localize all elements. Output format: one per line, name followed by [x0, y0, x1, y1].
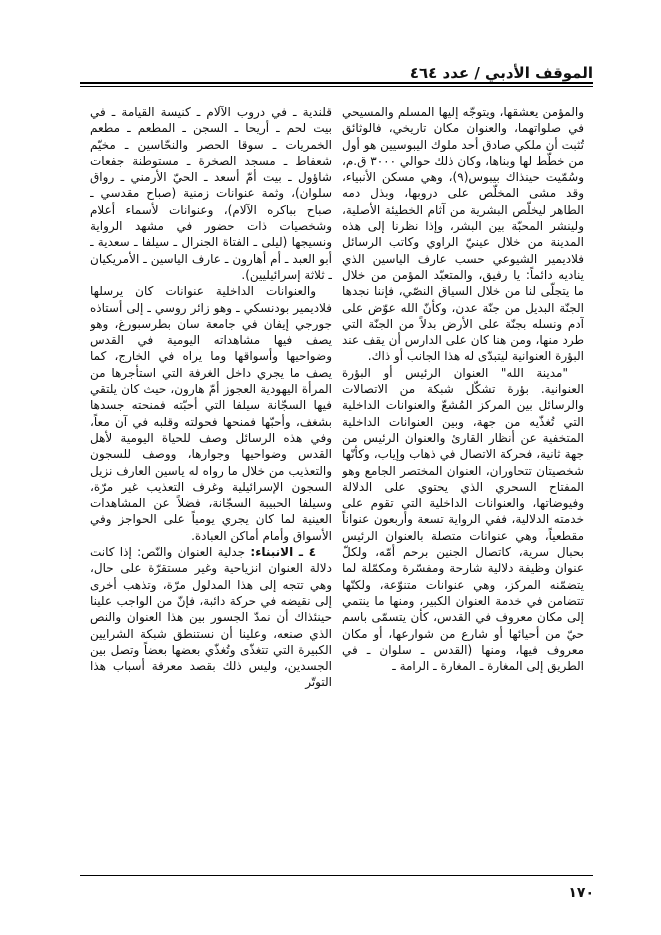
page-number: ١٧٠	[568, 885, 594, 901]
journal-title: الموقف الأدبي / عدد ٤٦٤	[409, 64, 593, 82]
paragraph: والعنوانات الداخلية عنوانات كان يرسلها فلاديمير بودنسكي ـ وهو زائر روسي ـ إلى أستاذه جورجي إيفان في جامعة سان بطرسبورغ، وهو يصف فيها مشاهداته اليومية في القدس وضواحيها وأسواقها وما يراه في الخارج، كما يصف ما يجري داخل الغرفة التي استأجرها من المرأة اليهودية العجوز أمّ هارون، حيث كان يلتقي فيها السجّانة سيلفا التي أحبّته فمنحته جسدها بشغف، وأحبّها فمنحها فحولته وقلبه في آن معاً، وفي هذه الرسائل وصف للحياة اليومية لأهل القدس وضواحيها وجوارها، ووصف للسجون والتعذيب من خلال ما رواه له ياسين العارف نزيل السجون الإسرائيلية وغرف التعذيب غير مرّة، وسيلفا الحبيبة السجّانة، فضلاً عن المشاهدات العينية لما كان يجري يومياً على الحواجز وفي الأسواق وأمام أماكن العبادة.	[90, 284, 332, 543]
paragraph: قلندية ـ في دروب الآلام ـ كنيسة القيامة ـ في بيت لحم ـ أريحا ـ السجن ـ المطعم ـ مطعم الخمريات ـ سوقا الحصر والنحّاسين ـ مخيّم شعفاط ـ مسجد الصخرة ـ مستوطنة جفعات شاؤول ـ بيت أمّ أسعد ـ الحيّ الأرمني ـ رواق سلوان)، وثمة عنوانات زمنية (صباح مقدسي ـ صباح بباكره الآلام)، وعنوانات لأسماء أعلام وشخصيات ذات حضور في مشهد الرواية ونسيجها (ليلى ـ الفتاة الجنرال ـ سيلفا ـ سعدية ـ أبو العبد ـ أم أهارون ـ عارف الياسين ـ الأمريكيان ـ ثلاثة إسرائيليين).	[90, 105, 332, 282]
right-column	[342, 104, 584, 842]
section-paragraph: ٤ ـ الانبناء: جدلية العنوان والنّص: إذا كانت دلالة العنوان انزياحية وغير مستقرّة على حال، وهي تتجه إلى هذا المدلول مرّة، وتذهب أخرى إلى نقيضه في حركة دائبة، فإنّ من الواجب علينا حينئذاك أن نمدّ الجسور بين هذا العنوان والنص الذي صنعه، وعلينا أن نستنطق شبكة الشرايين الكبيرة التي تتغذّى وتُغذّي بعضها بعضاً وتصل بين الجسدين، وليس ذلك بقصد معرفة أسباب هذا التوتّر	[90, 545, 332, 690]
paragraph: والمؤمن يعشقها، ويتوجّه إليها المسلم والمسيحي في صلواتهما، والعنوان مكان تاريخي، فالوثائق تُثبت أن ملكي صادق أحد ملوك اليبوسيين هو أول من خطّط لها وبناها، وكان ذلك حوالي ٣٠٠٠ ق.م، وسُمّيت حينذاك بيبوس(٩)، وهي مسكن الأنبياء، وقد مشى المخلّص على دروبها، وبذل دمه الطاهر ليخلّص البشرية من آثام الخطيئة الأصلية، ولينشر المحبّة بين البشر، وإذا نظرنا إلى هذه المدينة من خلال عينيّ الراوي وكاتب الرسائل فلاديمير الشيوعي حسب عارف الياسين الذي يناديه دائماً: يا رفيق، والمتعبّد المؤمن من خلال ما يتجلّى لنا من خلال السياق النصّي، فإننا نجدها الجنّة البديل من جنّة عدن، وكأنّ الله عوّض على آدم ونسله بجنّة على الأرض بدلاً من الجنّة التي طرد منها، ومن هنا كان على الدارس أن يقف عند البؤرة العنوانية ليتبدّى له هذا الجانب أو ذاك.	[342, 105, 584, 364]
left-column	[90, 104, 332, 842]
section-title: ٤ ـ الانبناء:	[250, 545, 317, 560]
page-header	[80, 62, 593, 86]
paragraph: "مدينة الله" العنوان الرئيس أو البؤرة العنوانية. بؤرة تشكّل شبكة من الاتصالات والرسائل بين المركز المُشعّ والعنوانات الداخلية التي تُغذّيه من جهة، وبين العنوانات الداخلية المتخفية عن أنظار القارئ والعنوان الرئيس من جهة ثانية، فحركة الاتصال في ذهاب وإياب، وكأنّها شخصيتان تتحاوران، العنوان المختصر الجامع وهو المفتاح السحري الذي يحتوي على الدلالة وفيوضاتها، والعنوانات الداخلية التي تقوم على خدمته الدلالية، ففي الرواية تسعة وأربعون عنواناً مقطعياً، وهي عنوانات متصلة بالعنوان الرئيس بحبال سرية، كاتصال الجنين برحم أمّه، ولكلّ عنوان وظيفة دلالية شارحة ومفسّرة ومكمّلة لما يتضمّنه المركز، وهي عنوانات متنوّعة، ولكنّها تتضامن في خدمة العنوان الكبير، ومنها ما ينتمي إلى مكان معروف في القدس، كأن يتسمّى باسم حيّ من أحيائها أو شارع من شوارعها، أو مكان معروف فيها، ومنها (القدس ـ سلوان ـ في الطريق إلى المغارة ـ المغارة ـ الرامة ـ	[342, 365, 584, 674]
header-rule	[80, 82, 593, 84]
header-rule-thin	[80, 86, 593, 87]
footer-rule	[80, 875, 593, 876]
